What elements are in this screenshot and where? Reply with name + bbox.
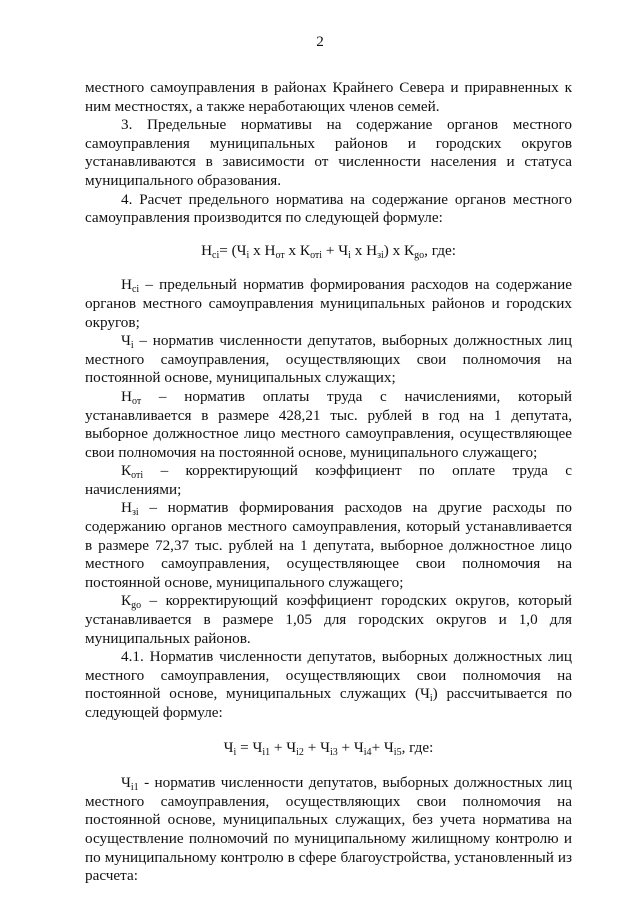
paragraph-4-1: 4.1. Норматив численности депутатов, выборных должностных лиц местного самоуправления, осуществляющих свои полномочия на постоянной основе, муниципальных служащих $(Ч_і)$ рассчитывается по следующей формуле: bbox=[85, 648, 572, 721]
paragraph-3: 3. Предельные нормативы на содержание органов местного самоуправления муниципальных районов и городских округов устанавливаются в зависимости от численности населения и статуса муниципального образования. bbox=[85, 116, 572, 189]
definition-nzi: $Н_{зі}$ – норматив формирования расходов на другие расходы по содержанию органов местного самоуправления, который устанавливается в размере 72,37 тыс. рублей на 1 депутата, выборное должностное лицо местного самоуправления, осуществляющее свои полномочия на постоянной основе, муниципального служащего; bbox=[85, 499, 572, 591]
formula-staff-norm: $Ч_і = Ч_{і1} + Ч_{і2} + Ч_{і3} + Ч_{і4}+ Ч_{і5}$, где: bbox=[223, 738, 434, 758]
paragraph-4: 4. Расчет предельного норматива на содержание органов местного самоуправления производится по следующей формуле: bbox=[85, 190, 572, 227]
paragraph-continuation: местного самоуправления в районах Крайнего Севера и приравненных к ним местностях, а также неработающих членов семей. bbox=[85, 79, 572, 115]
definition-koti: $К_{оті}$ – корректирующий коэффициент по оплате труда с начислениями; bbox=[85, 462, 572, 498]
definition-kgo: $К_{go}$ – корректирующий коэффициент городских округов, который устанавливается в размере 1,05 для городских округов и 1,0 для муниципальных районов. bbox=[85, 592, 572, 647]
page-number: 2 bbox=[316, 33, 324, 50]
document-body bbox=[85, 79, 572, 886]
definition-chi1: $Ч_{і1}$ - норматив численности депутатов, выборных должностных лиц местного самоуправления, осуществляющих свои полномочия на постоянной основе, муниципальных служащих, без учета норматива на осуществление полномочий по муниципальному жилищному контролю и по муниципальному контролю в сфере благоустройства, установленный из расчета: bbox=[85, 774, 572, 885]
formula-limit-norm: $Н_{сі}= (Ч_і$ х $Н_{от}$ х $К_{оті} + Ч_і$ х $Н_{зі}$) х $К_{go}$, где: bbox=[201, 241, 456, 261]
definition-chi: $Ч_і$ – норматив численности депутатов, выборных должностных лиц местного самоуправления, осуществляющих свои полномочия на постоянной основе, муниципальных служащих; bbox=[85, 332, 572, 387]
definition-nci: $Н_{сі}$ – предельный норматив формирования расходов на содержание органов местного самоуправления муниципальных районов и городских округов; bbox=[85, 276, 572, 331]
definition-not: $Н_{от}$ – норматив оплаты труда с начислениями, который устанавливается в размере 428,21 тыс. рублей в год на 1 депутата, выборное должностное лицо местного самоуправления, осуществляющее свои полномочия на постоянной основе, муниципального служащего; bbox=[85, 387, 572, 461]
